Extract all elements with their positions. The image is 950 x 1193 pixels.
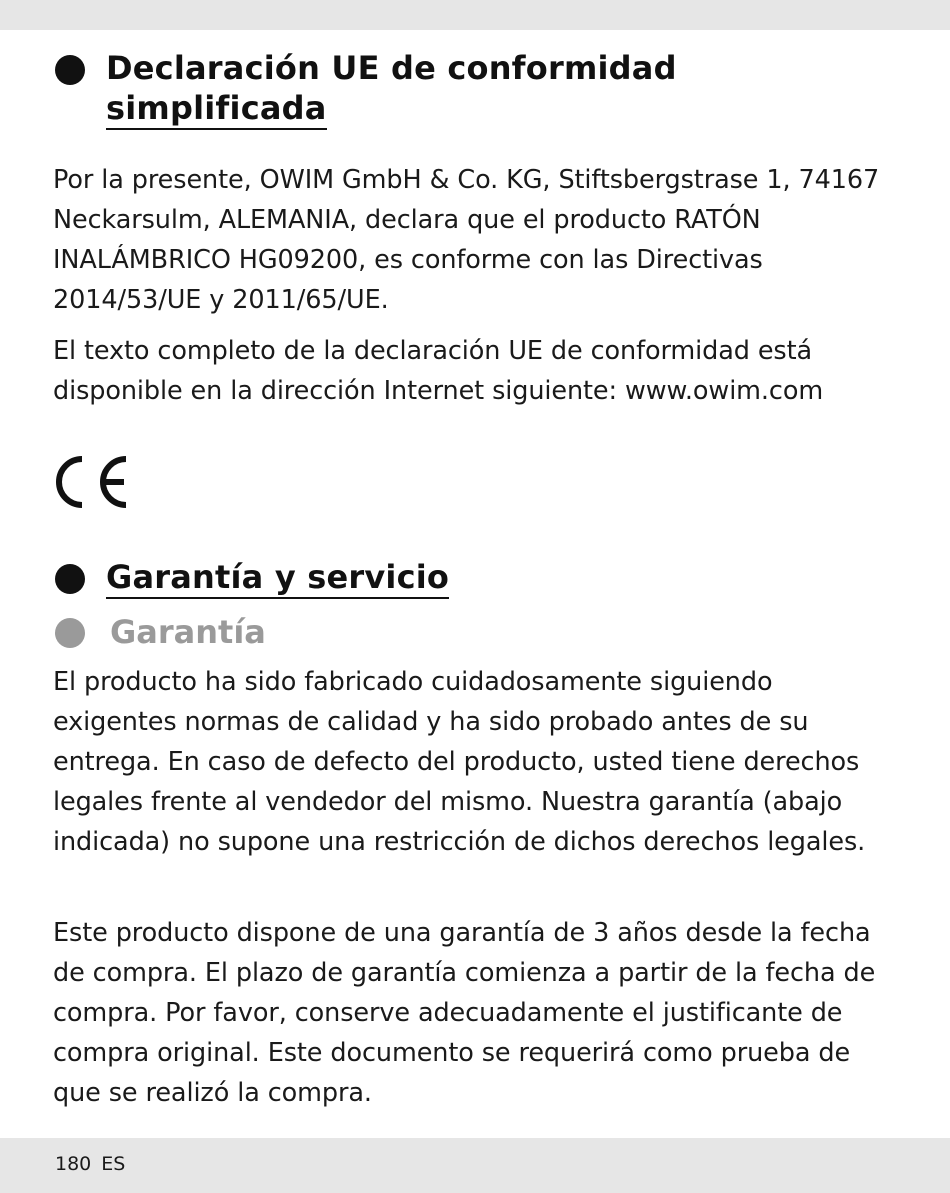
page-number: 180 [55, 1153, 92, 1175]
warranty-heading [106, 557, 449, 597]
declaration-heading-line2: simplificada [106, 89, 327, 130]
page-footer [55, 1152, 135, 1176]
ce-mark-icon [52, 455, 132, 509]
section-bullet-icon [55, 55, 85, 85]
declaration-heading-line1: Declaración UE de conformidad [106, 49, 677, 87]
warranty-heading-text: Garantía y servicio [106, 558, 449, 599]
footer-band [0, 1138, 950, 1193]
language-code: ES [101, 1153, 126, 1175]
subsection-bullet-icon [55, 618, 85, 648]
warranty-subheading: Garantía [110, 613, 266, 651]
top-margin-band [0, 0, 950, 30]
declaration-paragraph-2: El texto completo de la declaración UE de conformidad está disponible en la dirección Internet siguiente: www.owim.com [53, 336, 824, 406]
declaration-heading [106, 48, 677, 128]
warranty-paragraph-2: Este producto dispone de una garantía de 3 años desde la fecha de compra. El plazo de garantía comienza a partir de la fecha de compra. Por favor, conserve adecuadamente el justificante de compra original. Este documento se requerirá como prueba de que se realizó la compra. [53, 918, 876, 1108]
declaration-paragraph-1: Por la presente, OWIM GmbH & Co. KG, Stiftsbergstrase 1, 74167 Neckarsulm, ALEMANIA, declara que el producto RATÓN INALÁMBRICO HG09200, es conforme con las Directivas 2014/53/UE y 2011/65/UE. [53, 165, 880, 315]
warranty-paragraph-1: El producto ha sido fabricado cuidadosamente siguiendo exigentes normas de calidad y ha sido probado antes de su entrega. En caso de defecto del producto, usted tiene derechos legales frente al vendedor del mismo. Nuestra garantía (abajo indicada) no supone una restricción de dichos derechos legales. [53, 667, 866, 857]
section-bullet-icon [55, 564, 85, 594]
